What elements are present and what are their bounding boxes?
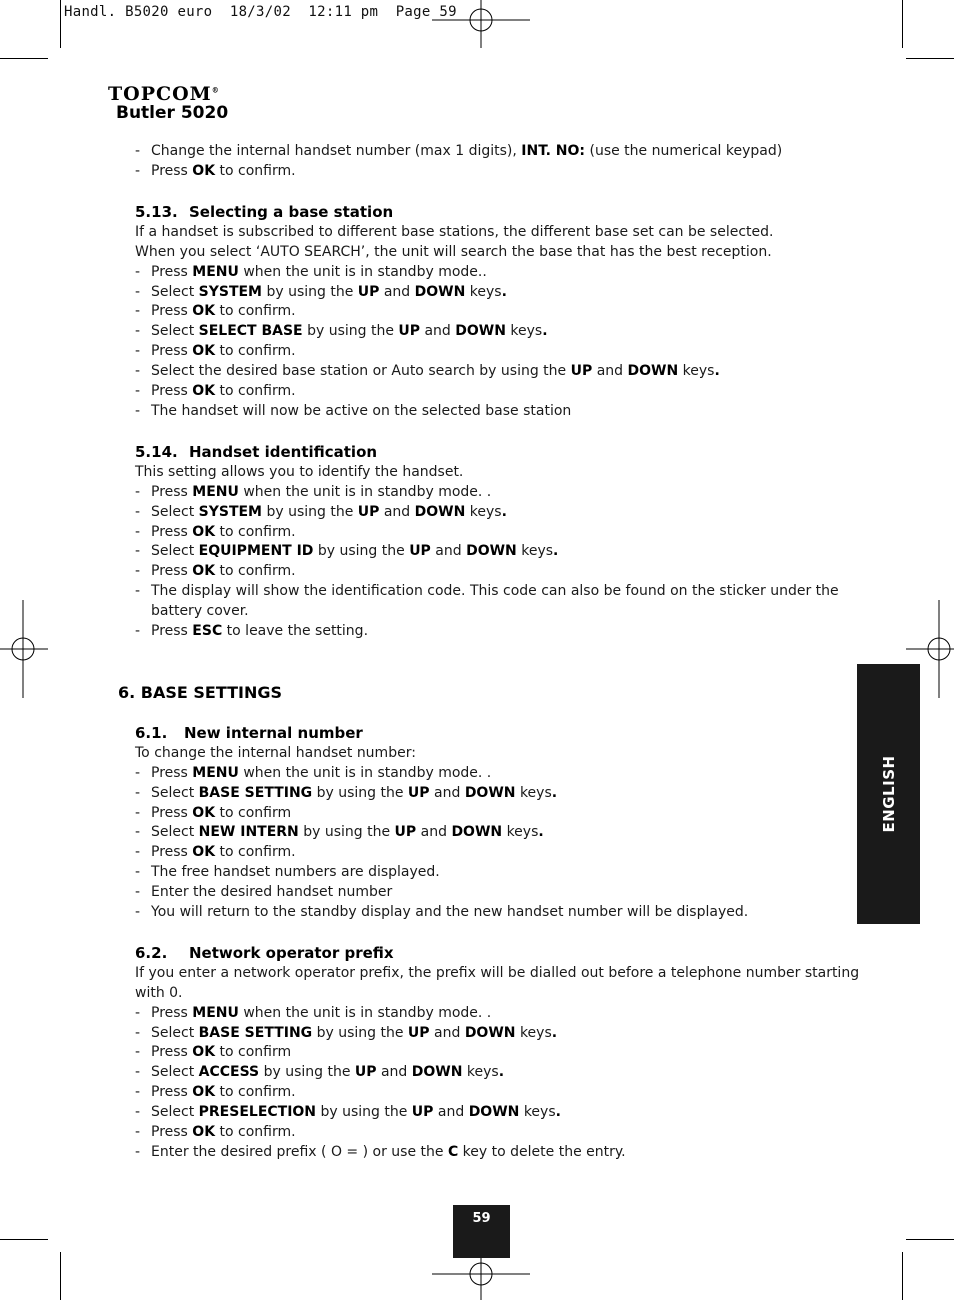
registration-mark-bottom <box>432 1252 530 1300</box>
list-item: - Press MENU when the unit is in standby mode.. <box>135 263 855 283</box>
print-slug: Handl. B5020 euro 18/3/02 12:11 pm Page 59 <box>64 4 457 20</box>
section-5-14 <box>135 443 855 642</box>
section-number: 6.2. <box>135 944 168 962</box>
list-item: - Press OK to confirm. <box>135 843 855 863</box>
registration-mark-left <box>0 600 48 698</box>
list-item: - Select NEW INTERN by using the UP and DOWN keys. <box>135 823 855 843</box>
list-item: - Press OK to confirm <box>135 1043 855 1063</box>
section-title: Selecting a base station <box>189 203 394 221</box>
section-5-13 <box>135 203 855 422</box>
list-item: - Press MENU when the unit is in standby mode. . <box>135 1004 855 1024</box>
top-list <box>135 142 855 182</box>
list-item: - Press OK to confirm. <box>135 382 855 402</box>
list-item: - Press OK to confirm. <box>135 302 855 322</box>
page-number-box <box>453 1205 510 1258</box>
crop-mark <box>60 1252 61 1300</box>
crop-mark <box>906 1239 954 1240</box>
section-heading-base-settings: 6. BASE SETTINGS <box>118 683 283 702</box>
crop-mark <box>902 0 903 48</box>
list-item: - Select SYSTEM by using the UP and DOWN keys. <box>135 503 855 523</box>
list-item: - Select ACCESS by using the UP and DOWN keys. <box>135 1063 855 1083</box>
section-number: 6.1. <box>135 724 168 742</box>
list-item: - Select PRESELECTION by using the UP and DOWN keys. <box>135 1103 855 1123</box>
list-item: - Select EQUIPMENT ID by using the UP and DOWN keys. <box>135 542 855 562</box>
section-heading <box>135 203 855 223</box>
section-heading <box>135 443 855 463</box>
language-tab-label: ENGLISH <box>879 755 898 833</box>
list-item: - The display will show the identification code. This code can also be found on the sticker under the <box>135 582 855 602</box>
list-item: - Press OK to confirm. <box>135 562 855 582</box>
list-item: - Press OK to confirm. <box>135 1083 855 1103</box>
section-number: 5.13. <box>135 203 178 221</box>
crop-mark <box>60 0 61 48</box>
list-item: - Enter the desired handset number <box>135 883 855 903</box>
section-number: 5.14. <box>135 443 178 461</box>
section-title: Handset identification <box>189 443 378 461</box>
list-item: - Press MENU when the unit is in standby mode. . <box>135 483 855 503</box>
list-item: - You will return to the standby display and the new handset number will be displayed. <box>135 903 855 923</box>
paragraph-line: If a handset is subscribed to different base stations, the different base set can be selected. <box>135 223 774 240</box>
list-item: - Select the desired base station or Auto search by using the UP and DOWN keys. <box>135 362 855 382</box>
list-item: - Press OK to confirm. <box>135 342 855 362</box>
product-title: Butler 5020 <box>116 103 229 123</box>
list-item: - Change the internal handset number (max 1 digits), INT. NO: (use the numerical keypad) <box>135 142 855 162</box>
paragraph-line: This setting allows you to identify the handset. <box>135 463 464 480</box>
section-title: New internal number <box>184 724 363 742</box>
list-item: - The handset will now be active on the selected base station <box>135 402 855 422</box>
list-item: - Select BASE SETTING by using the UP and DOWN keys. <box>135 1024 855 1044</box>
section-title: Network operator prefix <box>189 944 394 962</box>
list-item: - Press ESC to leave the setting. <box>135 622 855 642</box>
paragraph-line: When you select ‘AUTO SEARCH’, the unit will search the base that has the best reception. <box>135 243 772 260</box>
crop-mark <box>0 1239 48 1240</box>
list-item: battery cover. <box>151 603 249 620</box>
section-6-2 <box>135 944 860 1163</box>
list-item: - Press MENU when the unit is in standby mode. . <box>135 764 855 784</box>
language-tab <box>857 664 920 924</box>
list-item: - Select SYSTEM by using the UP and DOWN keys. <box>135 283 855 303</box>
list-item: - Select SELECT BASE by using the UP and DOWN keys. <box>135 322 855 342</box>
section-heading <box>135 724 855 744</box>
brand-name: TOPCOM <box>108 83 212 105</box>
brand-logo: TOPCOM® <box>108 83 220 105</box>
section-heading <box>135 944 855 964</box>
crop-mark <box>0 58 48 59</box>
section-6-1 <box>135 724 855 923</box>
list-item: - Press OK to confirm. <box>135 1123 855 1143</box>
list-item: - Press OK to confirm. <box>135 162 855 182</box>
page-number: 59 <box>472 1211 491 1226</box>
paragraph-line: with 0. <box>135 984 183 1001</box>
list-item: - The free handset numbers are displayed. <box>135 863 855 883</box>
list-item: - Enter the desired prefix ( O = ) or use the C key to delete the entry. <box>135 1143 855 1163</box>
list-item: - Press OK to confirm. <box>135 523 855 543</box>
crop-mark <box>906 58 954 59</box>
paragraph-line: If you enter a network operator prefix, the prefix will be dialled out before a telephone number starting <box>135 964 860 981</box>
list-item: - Press OK to confirm <box>135 804 855 824</box>
crop-mark <box>902 1252 903 1300</box>
list-item: - Select BASE SETTING by using the UP and DOWN keys. <box>135 784 855 804</box>
paragraph-line: To change the internal handset number: <box>135 744 416 761</box>
